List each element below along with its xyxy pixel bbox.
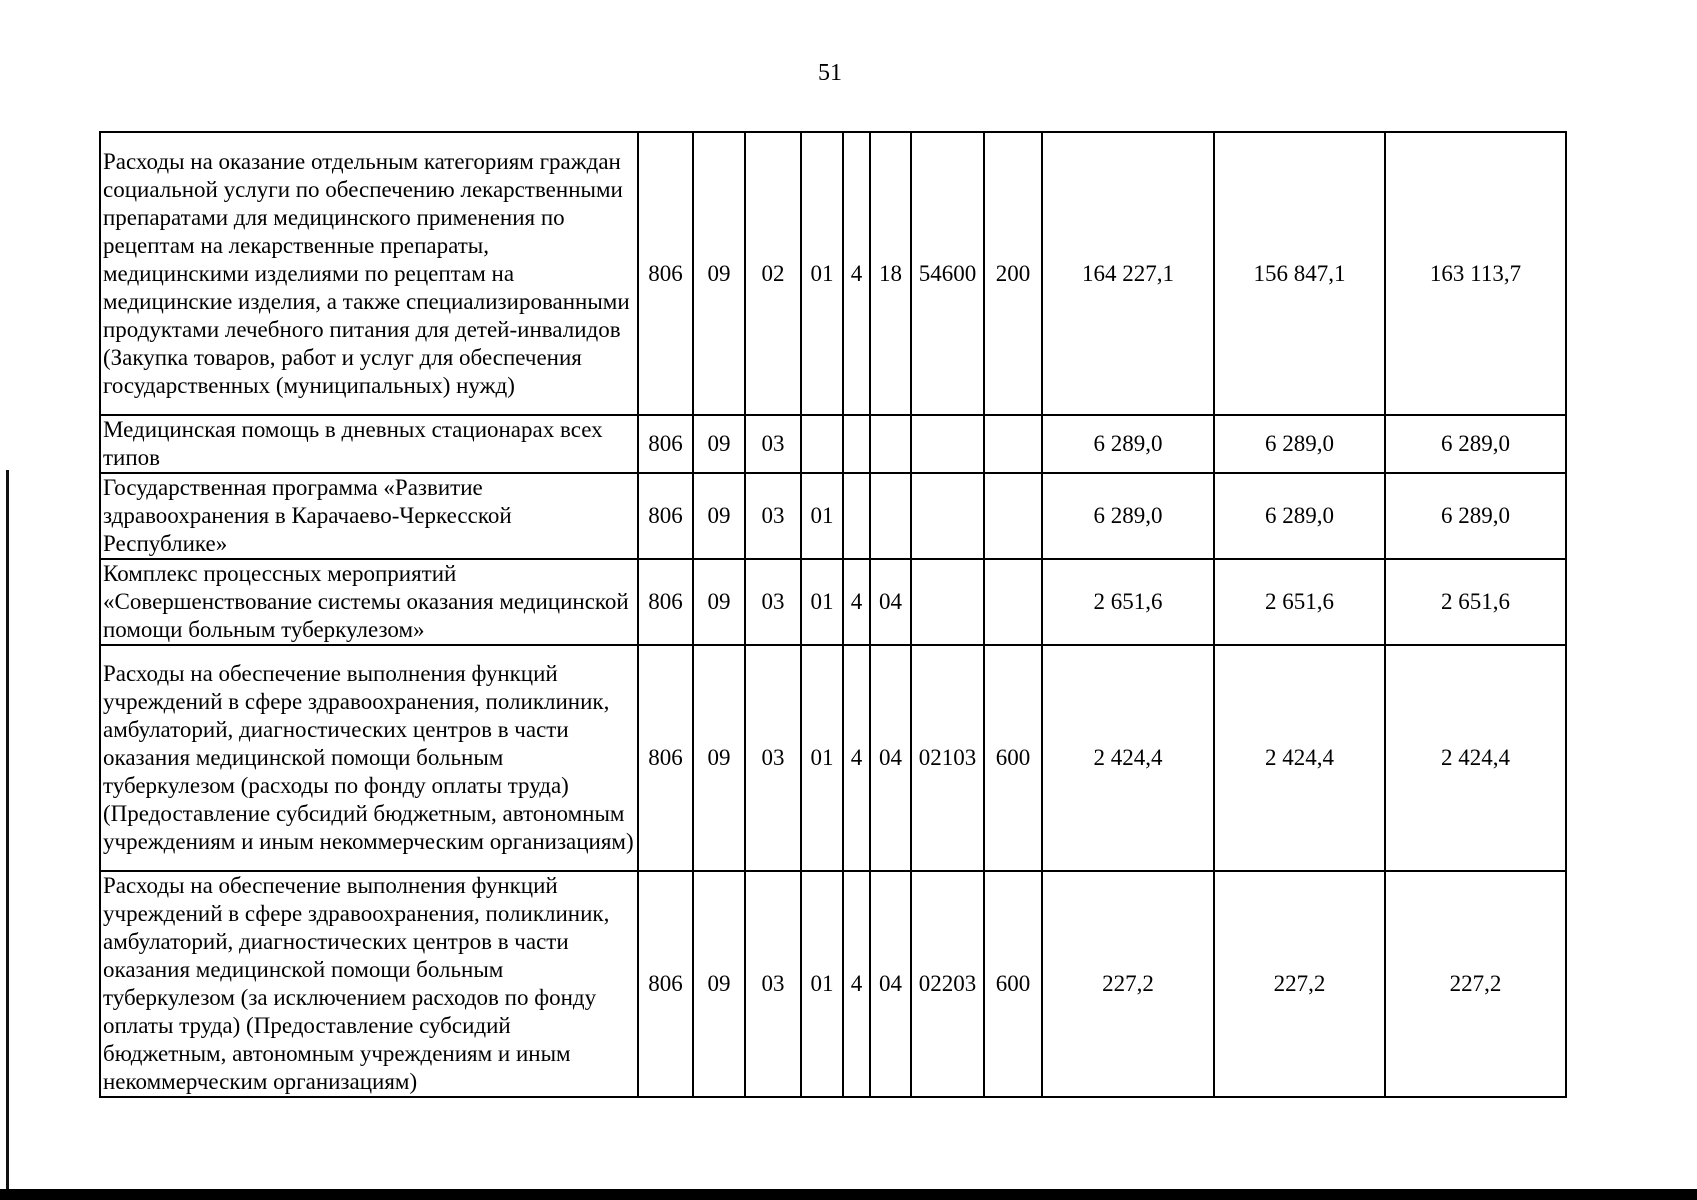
direction-code <box>911 473 984 559</box>
program-code: 01 <box>801 559 843 645</box>
scan-left-edge <box>6 470 9 1200</box>
amount-year-2: 227,2 <box>1214 871 1385 1097</box>
structure-code: 04 <box>870 559 911 645</box>
ministry-code: 806 <box>638 871 693 1097</box>
table-row <box>100 559 1566 645</box>
kind-code: 4 <box>843 871 870 1097</box>
subsection-code: 03 <box>745 415 801 473</box>
program-code: 01 <box>801 871 843 1097</box>
kind-code: 4 <box>843 559 870 645</box>
direction-code: 02203 <box>911 871 984 1097</box>
section-code: 09 <box>693 871 745 1097</box>
structure-code <box>870 473 911 559</box>
row-description: Расходы на обеспечение выполнения функций учреждений в сфере здравоохранения, поликлиник, амбулаторий, диагностических центров в части оказания медицинской помощи больным туберкулезом (за исключением расходов по фонду оплаты труда) (Предоставление субсидий бюджетным, автономным учреждениям и иным некоммерческим организациям) <box>100 871 638 1097</box>
scan-bottom-edge <box>0 1189 1697 1200</box>
ministry-code: 806 <box>638 132 693 415</box>
amount-year-1: 6 289,0 <box>1042 473 1214 559</box>
amount-year-2: 6 289,0 <box>1214 415 1385 473</box>
subsection-code: 03 <box>745 645 801 871</box>
section-code: 09 <box>693 559 745 645</box>
amount-year-1: 227,2 <box>1042 871 1214 1097</box>
structure-code: 18 <box>870 132 911 415</box>
expense-type-code <box>984 559 1042 645</box>
program-code: 01 <box>801 473 843 559</box>
amount-year-2: 156 847,1 <box>1214 132 1385 415</box>
structure-code <box>870 415 911 473</box>
amount-year-3: 2 651,6 <box>1385 559 1566 645</box>
kind-code: 4 <box>843 132 870 415</box>
amount-year-1: 164 227,1 <box>1042 132 1214 415</box>
section-code: 09 <box>693 473 745 559</box>
amount-year-1: 2 651,6 <box>1042 559 1214 645</box>
amount-year-3: 6 289,0 <box>1385 473 1566 559</box>
row-description: Расходы на обеспечение выполнения функций учреждений в сфере здравоохранения, поликлиник, амбулаторий, диагностических центров в части оказания медицинской помощи больным туберкулезом (расходы по фонду оплаты труда) (Предоставление субсидий бюджетным, автономным учреждениям и иным некоммерческим организациям) <box>100 645 638 871</box>
subsection-code: 02 <box>745 132 801 415</box>
amount-year-2: 6 289,0 <box>1214 473 1385 559</box>
table-row <box>100 132 1566 415</box>
row-description: Государственная программа «Развитие здравоохранения в Карачаево-Черкесской Республике» <box>100 473 638 559</box>
amount-year-2: 2 424,4 <box>1214 645 1385 871</box>
program-code: 01 <box>801 132 843 415</box>
amount-year-3: 163 113,7 <box>1385 132 1566 415</box>
table-row <box>100 645 1566 871</box>
expense-type-code <box>984 473 1042 559</box>
budget-table <box>99 131 1567 1098</box>
kind-code: 4 <box>843 645 870 871</box>
kind-code <box>843 415 870 473</box>
structure-code: 04 <box>870 871 911 1097</box>
direction-code <box>911 559 984 645</box>
section-code: 09 <box>693 645 745 871</box>
program-code <box>801 415 843 473</box>
expense-type-code: 200 <box>984 132 1042 415</box>
subsection-code: 03 <box>745 473 801 559</box>
section-code: 09 <box>693 415 745 473</box>
direction-code: 02103 <box>911 645 984 871</box>
table-row <box>100 871 1566 1097</box>
amount-year-2: 2 651,6 <box>1214 559 1385 645</box>
subsection-code: 03 <box>745 871 801 1097</box>
amount-year-3: 6 289,0 <box>1385 415 1566 473</box>
amount-year-3: 227,2 <box>1385 871 1566 1097</box>
table-row <box>100 473 1566 559</box>
row-description: Комплекс процессных мероприятий «Совершенствование системы оказания медицинской помощи больным туберкулезом» <box>100 559 638 645</box>
direction-code <box>911 415 984 473</box>
ministry-code: 806 <box>638 645 693 871</box>
kind-code <box>843 473 870 559</box>
expense-type-code: 600 <box>984 871 1042 1097</box>
amount-year-3: 2 424,4 <box>1385 645 1566 871</box>
ministry-code: 806 <box>638 559 693 645</box>
ministry-code: 806 <box>638 415 693 473</box>
subsection-code: 03 <box>745 559 801 645</box>
expense-type-code: 600 <box>984 645 1042 871</box>
row-description: Медицинская помощь в дневных стационарах всех типов <box>100 415 638 473</box>
row-description: Расходы на оказание отдельным категориям граждан социальной услуги по обеспечению лекарственными препаратами для медицинского применения по рецептам на лекарственные препараты, медицинскими изделиями по рецептам на медицинские изделия, а также специализированными продуктами лечебного питания для детей-инвалидов (Закупка товаров, работ и услуг для обеспечения государственных (муниципальных) нужд) <box>100 132 638 415</box>
page-number: 51 <box>818 60 842 86</box>
amount-year-1: 6 289,0 <box>1042 415 1214 473</box>
expense-type-code <box>984 415 1042 473</box>
section-code: 09 <box>693 132 745 415</box>
direction-code: 54600 <box>911 132 984 415</box>
table-row <box>100 415 1566 473</box>
amount-year-1: 2 424,4 <box>1042 645 1214 871</box>
structure-code: 04 <box>870 645 911 871</box>
program-code: 01 <box>801 645 843 871</box>
ministry-code: 806 <box>638 473 693 559</box>
